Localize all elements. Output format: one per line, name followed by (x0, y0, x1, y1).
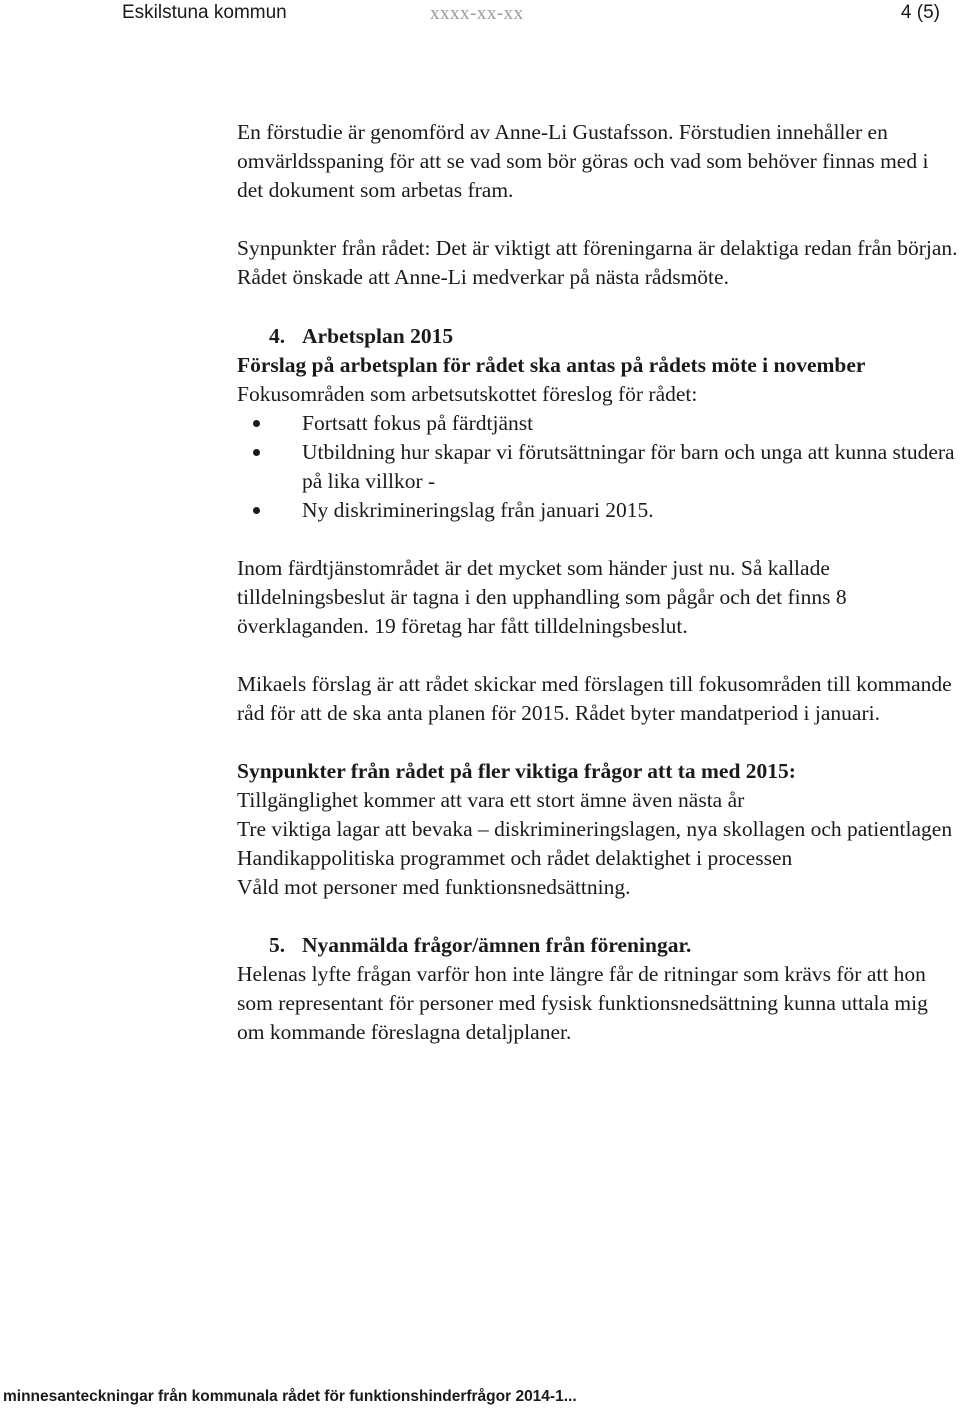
header-organization: Eskilstuna kommun (122, 2, 287, 23)
bullet-icon (253, 420, 260, 427)
section-title: Nyanmälda frågor/ämnen från föreningar. (302, 933, 692, 957)
focus-intro: Fokusområden som arbetsutskottet föreslog för rådet: (237, 382, 698, 406)
list-item: Utbildning hur skapar vi förutsättningar för barn och unga att kunna studera på lika villkor - (237, 438, 959, 496)
section-subtitle: Förslag på arbetsplan för rådet ska antas på rådets möte i november (237, 353, 866, 377)
synpunkter-line: Tillgänglighet kommer att vara ett stort ämne även nästa år (237, 788, 745, 812)
list-item: Fortsatt fokus på färdtjänst (237, 409, 959, 438)
document-body (237, 118, 959, 1047)
synpunkter-line: Handikappolitiska programmet och rådet delaktighet i processen (237, 846, 793, 870)
page-footer: minnesanteckningar från kommunala rådet för funktionshinderfrågor 2014-1... (3, 1388, 577, 1405)
header-reference: xxxx-xx-xx (430, 3, 524, 24)
section-number: 4. (269, 324, 286, 348)
paragraph-helena: Helenas lyfte frågan varför hon inte längre får de ritningar som krävs för att hon som representant för personer med fysisk funktionsnedsättning kunna uttala mig om kommande föreslagna detaljplaner. (237, 962, 928, 1044)
paragraph-synpunkter-radet: Synpunkter från rådet: Det är viktigt att föreningarna är delaktiga redan från början. Rådet önskade att Anne-Li medverkar på nästa rådsmöte. (237, 236, 958, 289)
bullet-icon (253, 507, 260, 514)
bullet-icon (253, 449, 260, 456)
synpunkter-line: Tre viktiga lagar att bevaka – diskrimineringslagen, nya skollagen och patientlagen (237, 817, 953, 841)
list-item: Ny diskrimineringslag från januari 2015. (237, 496, 959, 525)
paragraph-forstudie: En förstudie är genomförd av Anne-Li Gustafsson. Förstudien innehåller en omvärldsspaning för att se vad som bör göras och vad som behöver finnas med i det dokument som arbetas fram. (237, 120, 929, 202)
header-page-number: 4 (5) (900, 2, 940, 23)
page-header (0, 0, 960, 30)
section-title: Arbetsplan 2015 (302, 324, 454, 348)
focus-list (237, 409, 959, 525)
paragraph-fardtjanst: Inom färdtjänstområdet är det mycket som händer just nu. Så kallade tilldelningsbeslut är tagna i den upphandling som pågår och det finns 8 överklaganden. 19 företag har fått tilldelningsbeslut. (237, 556, 847, 638)
section-heading-4 (269, 322, 959, 351)
section-heading-5 (269, 931, 959, 960)
synpunkter-heading: Synpunkter från rådet på fler viktiga frågor att ta med 2015: (237, 759, 796, 783)
section-number: 5. (269, 933, 286, 957)
paragraph-mikaels-forslag: Mikaels förslag är att rådet skickar med förslagen till fokusområden till kommande råd för att de ska anta planen för 2015. Rådet byter mandatperiod i januari. (237, 672, 952, 725)
synpunkter-line: Våld mot personer med funktionsnedsättning. (237, 875, 631, 899)
